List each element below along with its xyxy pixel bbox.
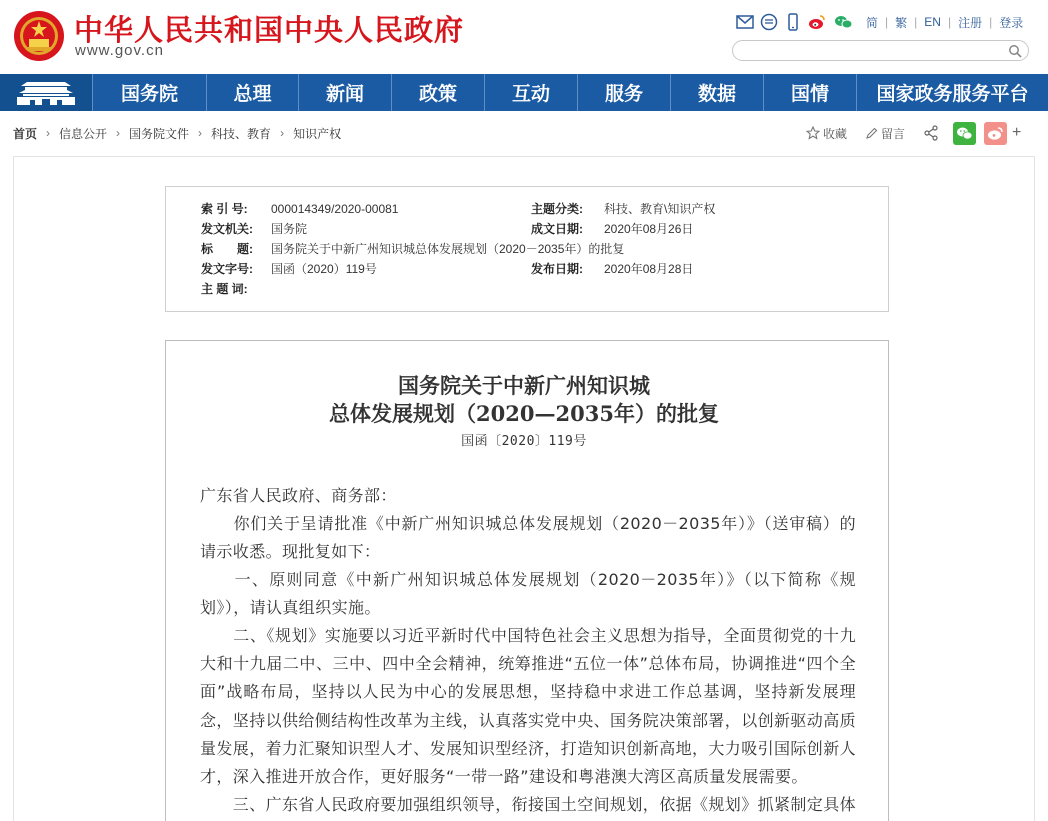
pencil-icon [865, 127, 878, 140]
weibo-icon[interactable] [808, 13, 826, 31]
national-emblem-icon[interactable] [13, 9, 65, 63]
document-paragraph: 三、广东省人民政府要加强组织领导，衔接国土空间规划，依据《规划》抓紧制定具体 [200, 795, 857, 814]
breadcrumb-home[interactable]: 首页 [13, 126, 38, 141]
divider: | [914, 15, 918, 29]
tiananmen-icon [15, 80, 77, 106]
document-paragraph: 你们关于呈请批准《中新广州知识城总体发展规划（2020－2035年）》（送审稿）的请示收悉。现批复如下： [200, 514, 856, 562]
breadcrumb-info-disclosure[interactable]: 信息公开 [59, 126, 108, 141]
nav-item-gov-service-platform[interactable]: 国家政务服务平台 [876, 83, 1029, 105]
share-icon[interactable] [923, 125, 939, 141]
meta-title-row [201, 241, 624, 257]
star-icon [806, 126, 820, 140]
meta-title-value: 国务院关于中新广州知识城总体发展规划（2020－2035年）的批复 [271, 242, 625, 256]
mail-icon[interactable] [736, 13, 754, 31]
site-title[interactable]: 中华人民共和国中央人民政府 [74, 13, 465, 47]
main-nav [0, 74, 1048, 111]
search-icon[interactable] [1008, 44, 1022, 58]
meta-index-value: 000014349/2020-00081 [271, 202, 399, 216]
meta-index-label: 索 引 号: [201, 202, 248, 216]
favorite-label: 收藏 [823, 126, 848, 141]
top-toolbar [736, 12, 1023, 32]
document-paragraph: 二、《规划》实施要以习近平新时代中国特色社会主义思想为指导，全面贯彻党的十九大和十九届二中、三中、四中全会精神，统筹推进“五位一体”总体布局，协调推进“四个全面”战略布局，坚持以人民为中心的发展思想，坚持稳中求进工作总基调，坚持新发展理念，坚持以供给侧结构性改革为主线，认真落实党中央、国务院决策部署，以创新驱动高质量发展，着力汇聚知识型人才、发展知识型经济，打造知识创新高地，大力吸引国际创新人才，深入推进开放合作，更好服务“一带一路”建设和粤港澳大湾区高质量发展需要。 [200, 626, 857, 787]
meta-topic-label: 主题分类: [531, 202, 583, 216]
register-link[interactable]: 注册 [958, 15, 983, 30]
document-title-line-1: 国务院关于中新广州知识城 [398, 373, 650, 398]
document-addressee: 广东省人民政府、商务部： [200, 486, 397, 505]
traditional-link[interactable]: 繁 [895, 15, 908, 30]
english-link[interactable]: EN [924, 15, 941, 29]
chevron-right-icon: › [116, 126, 121, 140]
meta-docno-row [201, 261, 377, 277]
nav-item-national-info[interactable]: 国情 [764, 74, 857, 111]
meta-written-label: 成文日期: [531, 222, 583, 236]
document-number: 国函〔2020〕119号 [461, 434, 587, 449]
meta-written-row [531, 221, 693, 237]
chevron-right-icon: › [46, 126, 51, 140]
nav-item-interaction[interactable]: 互动 [485, 74, 578, 111]
nav-item-news[interactable]: 新闻 [299, 74, 392, 111]
document-title-line-2: 总体发展规划（2020—2035年）的批复 [329, 401, 719, 426]
divider: | [947, 15, 952, 29]
breadcrumb-science-education[interactable]: 科技、教育 [211, 126, 272, 141]
meta-issuer-row [201, 221, 307, 237]
language-auth-links [866, 14, 1023, 31]
meta-issuer-value: 国务院 [271, 222, 308, 236]
meta-published-value: 2020年08月28日 [604, 262, 694, 276]
meta-written-value: 2020年08月26日 [604, 222, 694, 236]
weibo-share-button[interactable] [984, 122, 1007, 145]
wechat-icon[interactable] [832, 13, 854, 31]
nav-item-premier[interactable]: 总理 [207, 74, 299, 111]
meta-issuer-label: 发文机关: [201, 222, 253, 236]
site-domain: www.gov.cn [75, 42, 164, 59]
nav-item-state-council[interactable]: 国务院 [93, 74, 207, 111]
mobile-icon[interactable] [784, 13, 802, 31]
nav-item-data[interactable]: 数据 [671, 74, 764, 111]
simplified-link[interactable]: 简 [866, 15, 879, 30]
weibo-icon [987, 126, 1004, 141]
meta-keywords-label: 主 题 词: [201, 282, 248, 296]
nav-item-services[interactable]: 服务 [578, 74, 671, 111]
meta-topic-value: 科技、教育\知识产权 [604, 202, 716, 216]
meta-docno-label: 发文字号: [201, 262, 253, 276]
reader-icon[interactable] [760, 13, 778, 31]
favorite-button[interactable] [806, 125, 847, 142]
wechat-share-button[interactable] [953, 122, 976, 145]
chevron-right-icon: › [198, 126, 203, 140]
login-link[interactable]: 登录 [999, 15, 1024, 30]
nav-item-policy[interactable]: 政策 [392, 74, 485, 111]
meta-published-label: 发布日期: [531, 262, 583, 276]
site-header [0, 0, 1048, 74]
divider: | [989, 15, 993, 29]
divider: | [885, 15, 889, 29]
more-share-icon[interactable]: + [1012, 124, 1022, 141]
chevron-right-icon: › [280, 126, 285, 140]
search-input[interactable] [732, 40, 1029, 61]
nav-home-logo[interactable] [0, 74, 93, 111]
breadcrumb-state-council-documents[interactable]: 国务院文件 [129, 126, 190, 141]
meta-published-row [531, 261, 693, 277]
meta-keywords-row [201, 281, 271, 297]
document-paragraph: 一、原则同意《中新广州知识城总体发展规划（2020－2035年）》（以下简称《规划》），请认真组织实施。 [200, 570, 856, 618]
meta-title-label: 标 题: [201, 242, 253, 256]
meta-index-row [201, 201, 398, 217]
breadcrumb-intellectual-property[interactable]: 知识产权 [293, 126, 342, 141]
comment-button[interactable] [865, 125, 905, 142]
breadcrumb [13, 124, 341, 142]
article-tools [806, 120, 1021, 146]
meta-docno-value: 国函（2020）119号 [271, 262, 377, 276]
wechat-icon [956, 126, 973, 141]
comment-label: 留言 [881, 126, 906, 141]
meta-topic-row [531, 201, 715, 217]
